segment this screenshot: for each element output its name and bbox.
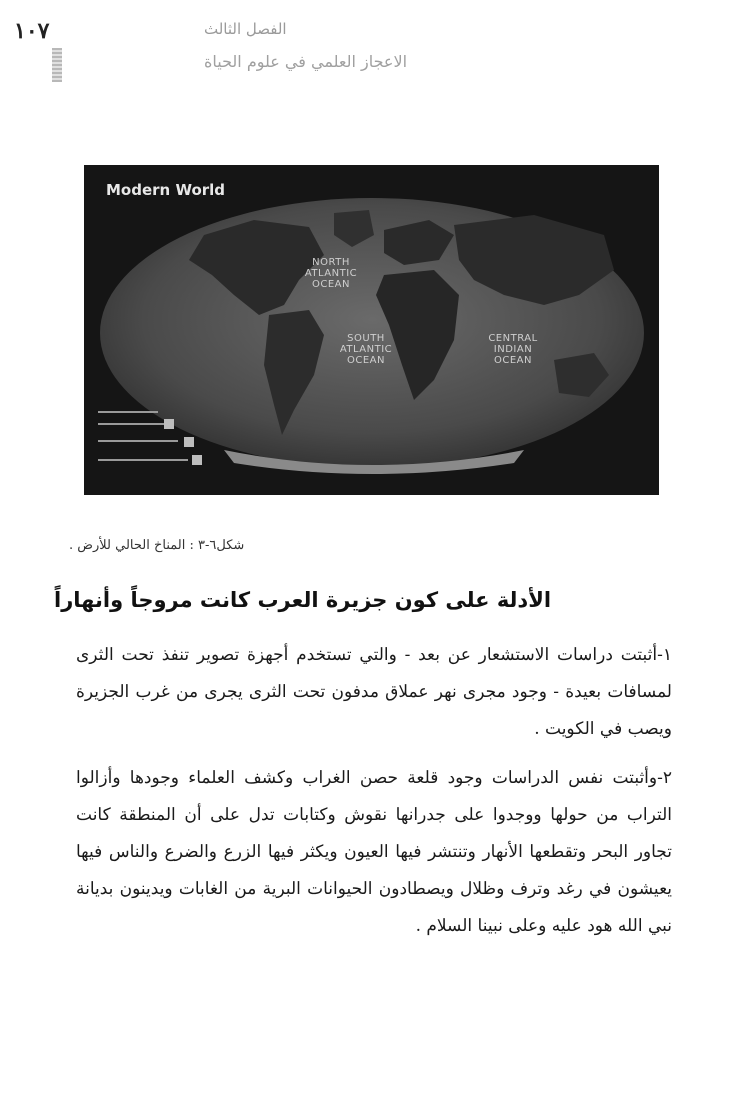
section-heading: الأدلة على كون جزيرة العرب كانت مروجاً وأنهاراً <box>54 588 552 612</box>
legend-bar <box>98 411 158 413</box>
legend-bar <box>98 440 178 442</box>
legend-swatch <box>164 419 174 429</box>
legend-swatch <box>192 455 202 465</box>
north-atlantic-label: NORTH ATLANTIC OCEAN <box>304 257 358 290</box>
world-map-illustration <box>84 165 659 495</box>
central-indian-label: CENTRAL INDIAN OCEAN <box>488 333 538 366</box>
header-marker <box>52 48 62 82</box>
page-number: ١٠٧ <box>14 18 50 44</box>
paragraph: ١-أثبتت دراسات الاستشعار عن بعد - والتي تستخدم أجهزة تصوير تنفذ تحت الثرى لمسافات بعيدة - وجود مجرى نهر عملاق مدفون تحت الثرى يجرى من غرب الجزيرة ويصب في الكويت . <box>76 645 672 739</box>
legend-bar <box>98 459 188 461</box>
figure-caption: شكل٦-٣ : المناخ الحالي للأرض . <box>69 538 245 553</box>
map-title: Modern World <box>106 181 226 199</box>
world-map-figure <box>84 165 659 495</box>
chapter-subtitle: الاعجاز العلمي في علوم الحياة <box>204 52 408 71</box>
paragraph: ٢-وأثبتت نفس الدراسات وجود قلعة حصن الغراب وكشف العلماء وجودها وأزالوا التراب من حولها ووجدوا على جدرانها نقوش وكتابات تدل على أن المنطقة كانت تجاور البحر وتقطعها الأنهار وتنتشر فيها العيون ويكثر فيها الزرع والضرع والناس فيها يعيشون في رغد وترف وظلال ويصطادون الحيوانات البرية من الغابات ويدينون بديانة نبي الله هود عليه وعلى نبينا السلام . <box>76 768 672 936</box>
legend-swatch <box>184 437 194 447</box>
south-atlantic-label: SOUTH ATLANTIC OCEAN <box>339 333 393 366</box>
chapter-title: الفصل الثالث <box>204 20 287 38</box>
legend-bar <box>98 423 168 425</box>
